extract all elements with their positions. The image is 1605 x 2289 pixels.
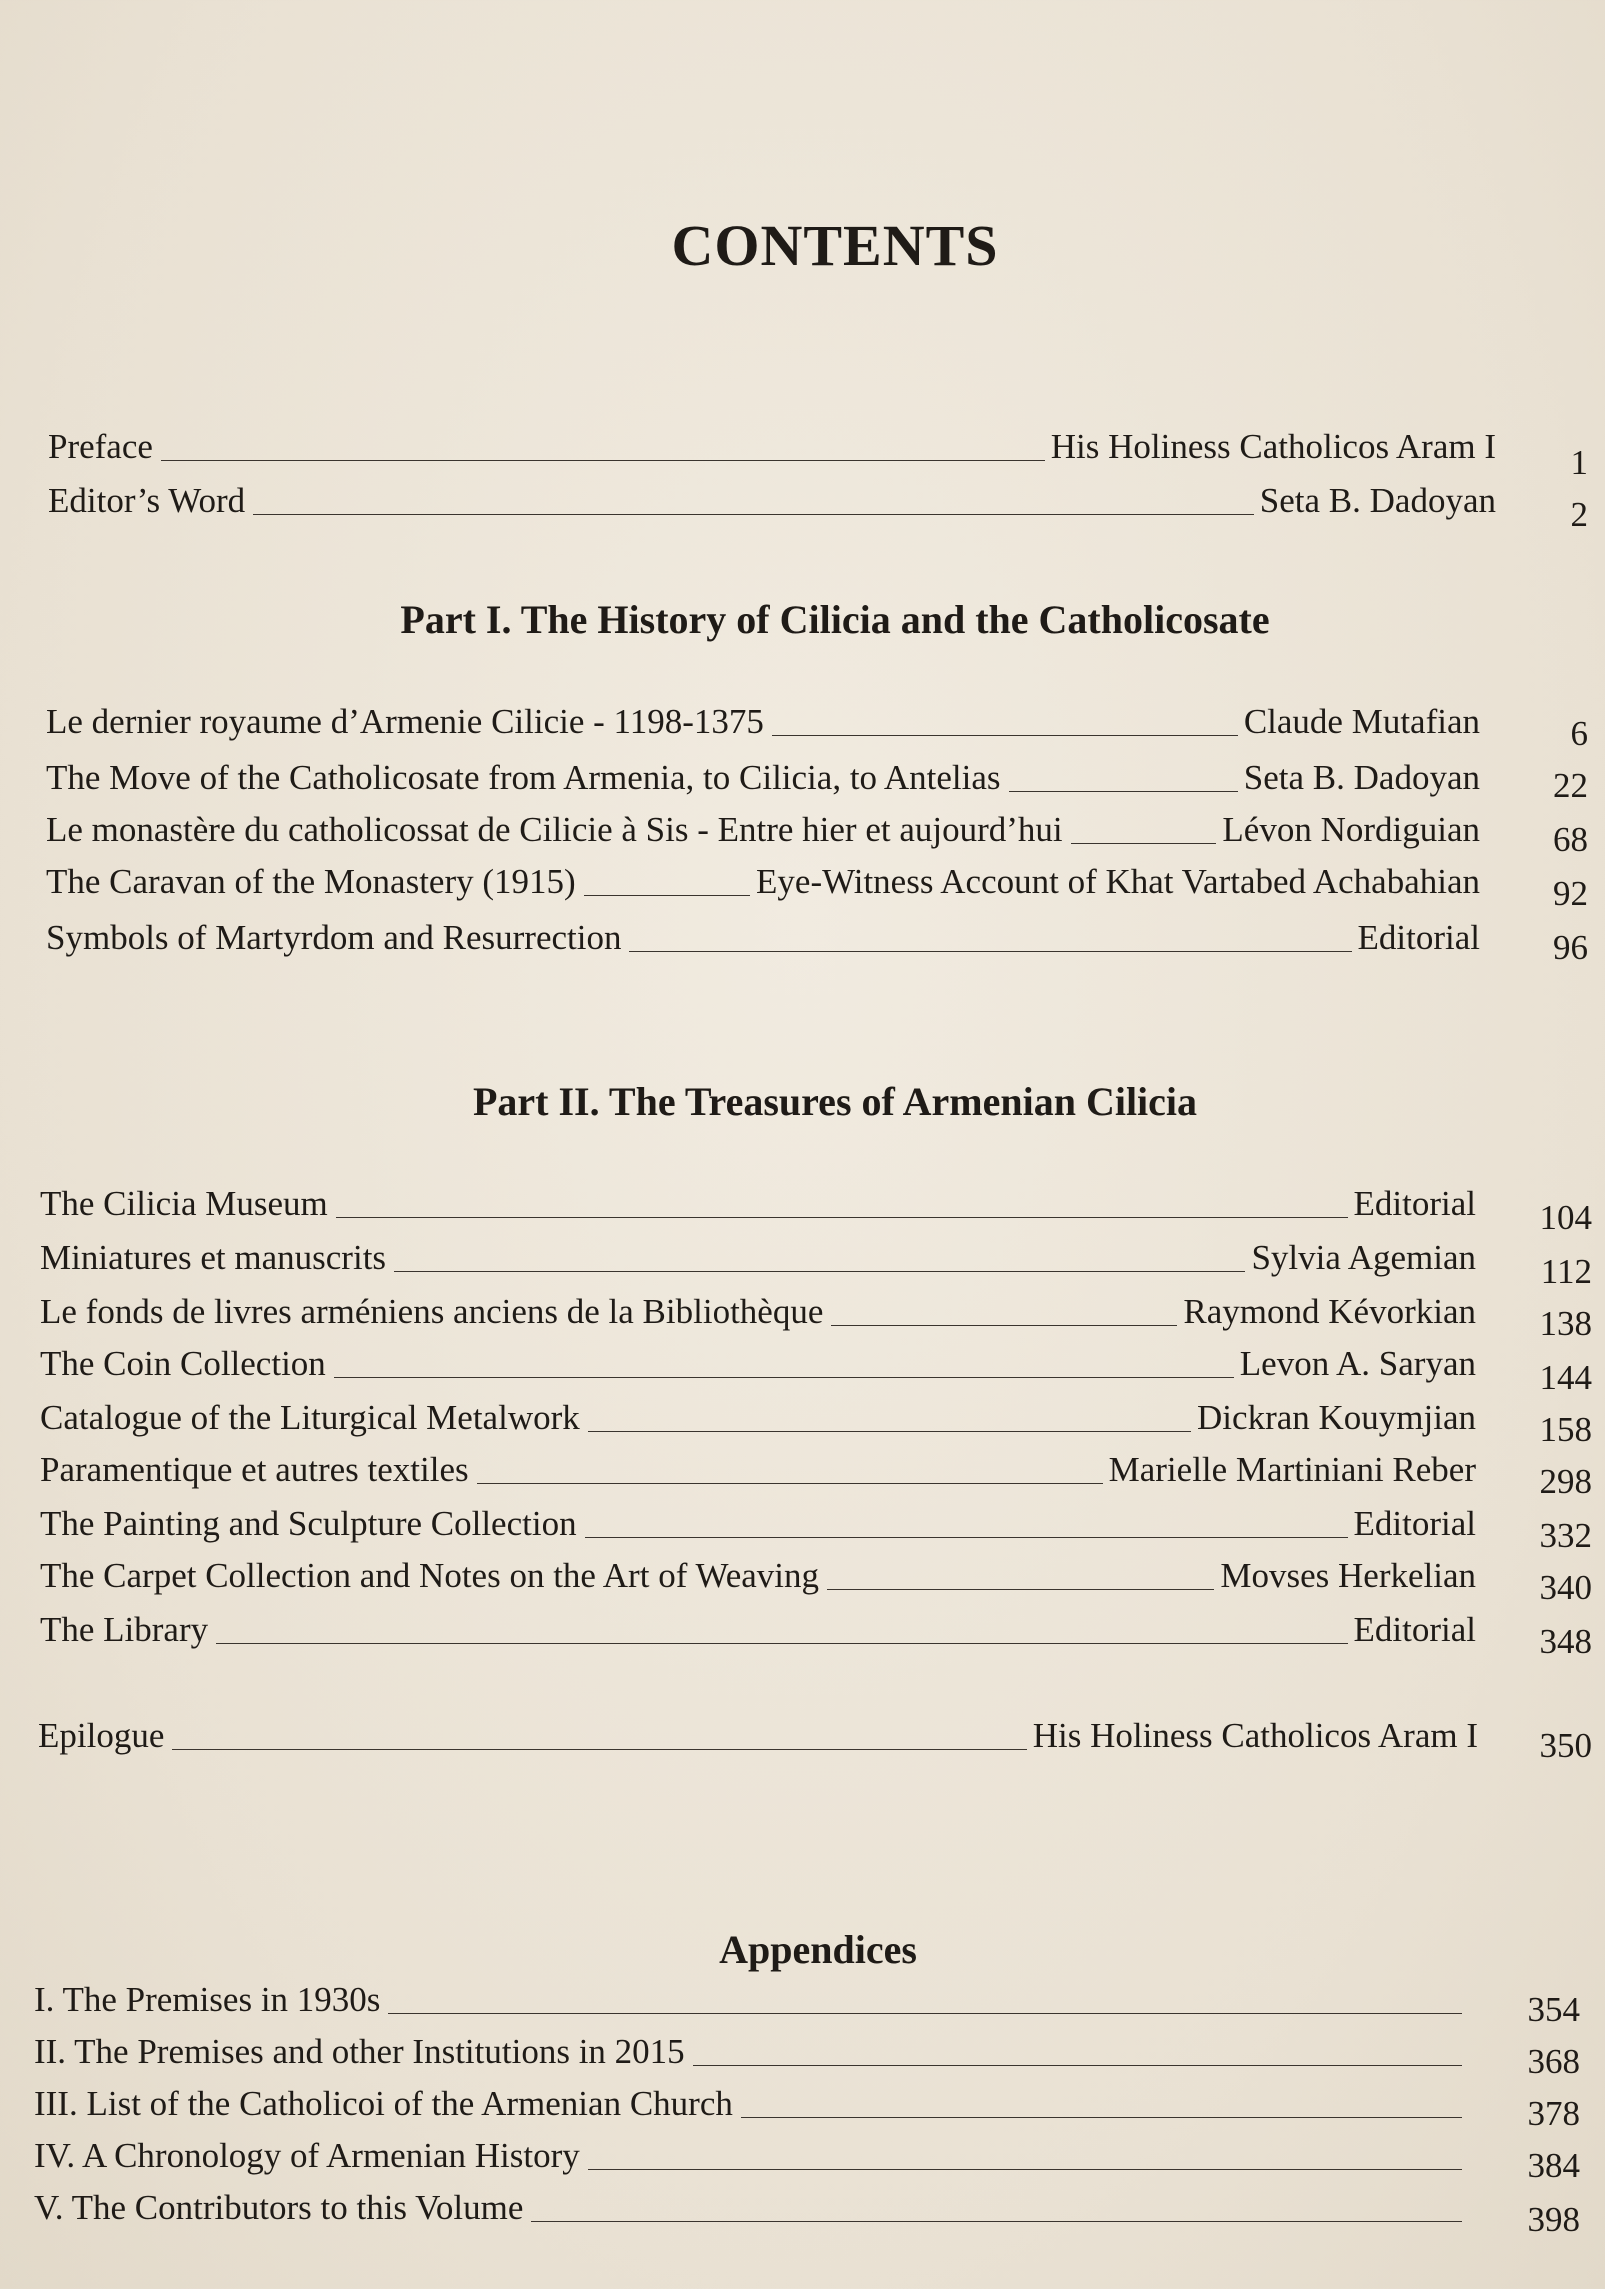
toc-entry-epilogue[interactable]: [38, 1716, 1478, 1756]
entry-page-number: 332: [1539, 1516, 1592, 1555]
toc-entry[interactable]: [40, 1292, 1476, 1332]
entry-author: Editorial: [1353, 1610, 1476, 1649]
dot-leader: [394, 1271, 1245, 1272]
entry-author: His Holiness Catholicos Aram I: [1032, 1716, 1478, 1755]
dot-leader: [827, 1589, 1214, 1590]
dot-leader: [477, 1483, 1103, 1484]
dot-leader: [585, 1537, 1348, 1538]
entry-title: Epilogue: [38, 1716, 165, 1755]
entry-page-number: 112: [1540, 1252, 1592, 1291]
entry-title: Le monastère du catholicossat de Cilicie à Sis - Entre hier et aujourd’hui: [46, 810, 1063, 849]
toc-entry-appendix[interactable]: [34, 2084, 1468, 2124]
entry-title: Catalogue of the Liturgical Metalwork: [40, 1398, 580, 1437]
entry-page-number: 2: [1570, 495, 1588, 534]
entry-author: Eye-Witness Account of Khat Vartabed Achabahian: [756, 862, 1480, 901]
entry-title: The Caravan of the Monastery (1915): [46, 862, 576, 901]
entry-page-number: 354: [1527, 1990, 1580, 2029]
toc-entry-editors-word[interactable]: [48, 481, 1496, 521]
entry-author: Editorial: [1357, 918, 1480, 957]
dot-leader: [588, 1431, 1191, 1432]
dot-leader: [1071, 843, 1217, 844]
toc-entry-appendix[interactable]: [34, 2188, 1468, 2228]
entry-page-number: 340: [1539, 1568, 1592, 1607]
toc-entry[interactable]: [46, 918, 1480, 958]
entry-author: Levon A. Saryan: [1239, 1344, 1476, 1383]
entry-page-number: 348: [1539, 1622, 1592, 1661]
dot-leader: [693, 2065, 1462, 2066]
entry-page-number: 384: [1527, 2146, 1580, 2185]
entry-title: III. List of the Catholicoi of the Armenian Church: [34, 2084, 733, 2123]
entry-author: Dickran Kouymjian: [1197, 1398, 1476, 1437]
entry-page-number: 398: [1527, 2200, 1580, 2239]
entry-author: His Holiness Catholicos Aram I: [1050, 427, 1496, 466]
entry-title: Preface: [48, 427, 153, 466]
toc-entry[interactable]: [40, 1238, 1476, 1278]
entry-title: The Library: [40, 1610, 209, 1649]
toc-entry[interactable]: [40, 1398, 1476, 1438]
entry-title: The Carpet Collection and Notes on the Art of Weaving: [40, 1556, 819, 1595]
entry-author: Seta B. Dadoyan: [1243, 758, 1480, 797]
entry-page-number: 6: [1570, 714, 1588, 753]
dot-leader: [531, 2221, 1462, 2222]
toc-entry[interactable]: [46, 862, 1480, 902]
entry-author: Editorial: [1353, 1504, 1476, 1543]
entry-title: I. The Premises in 1930s: [34, 1980, 381, 2019]
entry-title: IV. A Chronology of Armenian History: [34, 2136, 580, 2175]
dot-leader: [588, 2169, 1462, 2170]
appendices-heading: Appendices: [719, 1927, 917, 1972]
part-2-heading: Part II. The Treasures of Armenian Cilicia: [472, 1079, 1198, 1124]
entry-author: Editorial: [1353, 1184, 1476, 1223]
entry-page-number: 350: [1539, 1726, 1592, 1765]
entry-title: The Coin Collection: [40, 1344, 326, 1383]
toc-entry[interactable]: [40, 1504, 1476, 1544]
entry-title: Editor’s Word: [48, 481, 246, 520]
entry-title: Miniatures et manuscrits: [40, 1238, 387, 1277]
entry-author: Seta B. Dadoyan: [1259, 481, 1496, 520]
entry-author: Raymond Kévorkian: [1183, 1292, 1476, 1331]
entry-author: Lévon Nordiguian: [1222, 810, 1480, 849]
dot-leader: [161, 460, 1045, 461]
entry-page-number: 158: [1539, 1410, 1592, 1449]
entry-page-number: 92: [1553, 874, 1588, 913]
part-1-heading: Part I. The History of Cilicia and the Catholicosate: [400, 597, 1270, 642]
entry-title: Paramentique et autres textiles: [40, 1450, 469, 1489]
toc-entry-appendix[interactable]: [34, 1980, 1468, 2020]
entry-author: Claude Mutafian: [1243, 702, 1480, 741]
toc-entry[interactable]: [40, 1556, 1476, 1596]
dot-leader: [1009, 791, 1238, 792]
toc-entry-appendix[interactable]: [34, 2136, 1468, 2176]
dot-leader: [629, 951, 1351, 952]
entry-title: The Move of the Catholicosate from Armenia, to Cilicia, to Antelias: [46, 758, 1001, 797]
dot-leader: [172, 1749, 1026, 1750]
toc-entry[interactable]: [40, 1450, 1476, 1490]
toc-entry-preface[interactable]: [48, 427, 1496, 467]
toc-entry[interactable]: [40, 1184, 1476, 1224]
page-title: CONTENTS: [671, 213, 999, 278]
entry-page-number: 96: [1553, 928, 1588, 967]
entry-page-number: 138: [1539, 1304, 1592, 1343]
toc-entry-appendix[interactable]: [34, 2032, 1468, 2072]
entry-author: Marielle Martiniani Reber: [1108, 1450, 1476, 1489]
toc-entry[interactable]: [46, 810, 1480, 850]
entry-title: The Cilicia Museum: [40, 1184, 328, 1223]
toc-entry[interactable]: [46, 702, 1480, 742]
entry-page-number: 104: [1539, 1198, 1592, 1237]
dot-leader: [388, 2013, 1462, 2014]
entry-page-number: 144: [1539, 1358, 1592, 1397]
entry-page-number: 68: [1553, 820, 1588, 859]
entry-title: Le fonds de livres arméniens anciens de la Bibliothèque: [40, 1292, 824, 1331]
dot-leader: [216, 1643, 1347, 1644]
dot-leader: [334, 1377, 1234, 1378]
toc-entry[interactable]: [40, 1610, 1476, 1650]
entry-page-number: 1: [1570, 443, 1588, 482]
toc-entry[interactable]: [40, 1344, 1476, 1384]
entry-title: Le dernier royaume d’Armenie Cilicie - 1198-1375: [46, 702, 764, 741]
dot-leader: [831, 1325, 1177, 1326]
dot-leader: [253, 514, 1254, 515]
dot-leader: [772, 735, 1238, 736]
entry-title: The Painting and Sculpture Collection: [40, 1504, 577, 1543]
entry-page-number: 378: [1527, 2094, 1580, 2133]
entry-page-number: 298: [1539, 1462, 1592, 1501]
entry-page-number: 22: [1553, 766, 1588, 805]
dot-leader: [741, 2117, 1462, 2118]
entry-title: II. The Premises and other Institutions in 2015: [34, 2032, 685, 2071]
entry-title: V. The Contributors to this Volume: [34, 2188, 524, 2227]
dot-leader: [336, 1217, 1348, 1218]
entry-author: Movses Herkelian: [1220, 1556, 1476, 1595]
dot-leader: [584, 895, 750, 896]
entry-title: Symbols of Martyrdom and Resurrection: [46, 918, 622, 957]
entry-page-number: 368: [1527, 2042, 1580, 2081]
entry-author: Sylvia Agemian: [1251, 1238, 1476, 1277]
toc-entry[interactable]: [46, 758, 1480, 798]
